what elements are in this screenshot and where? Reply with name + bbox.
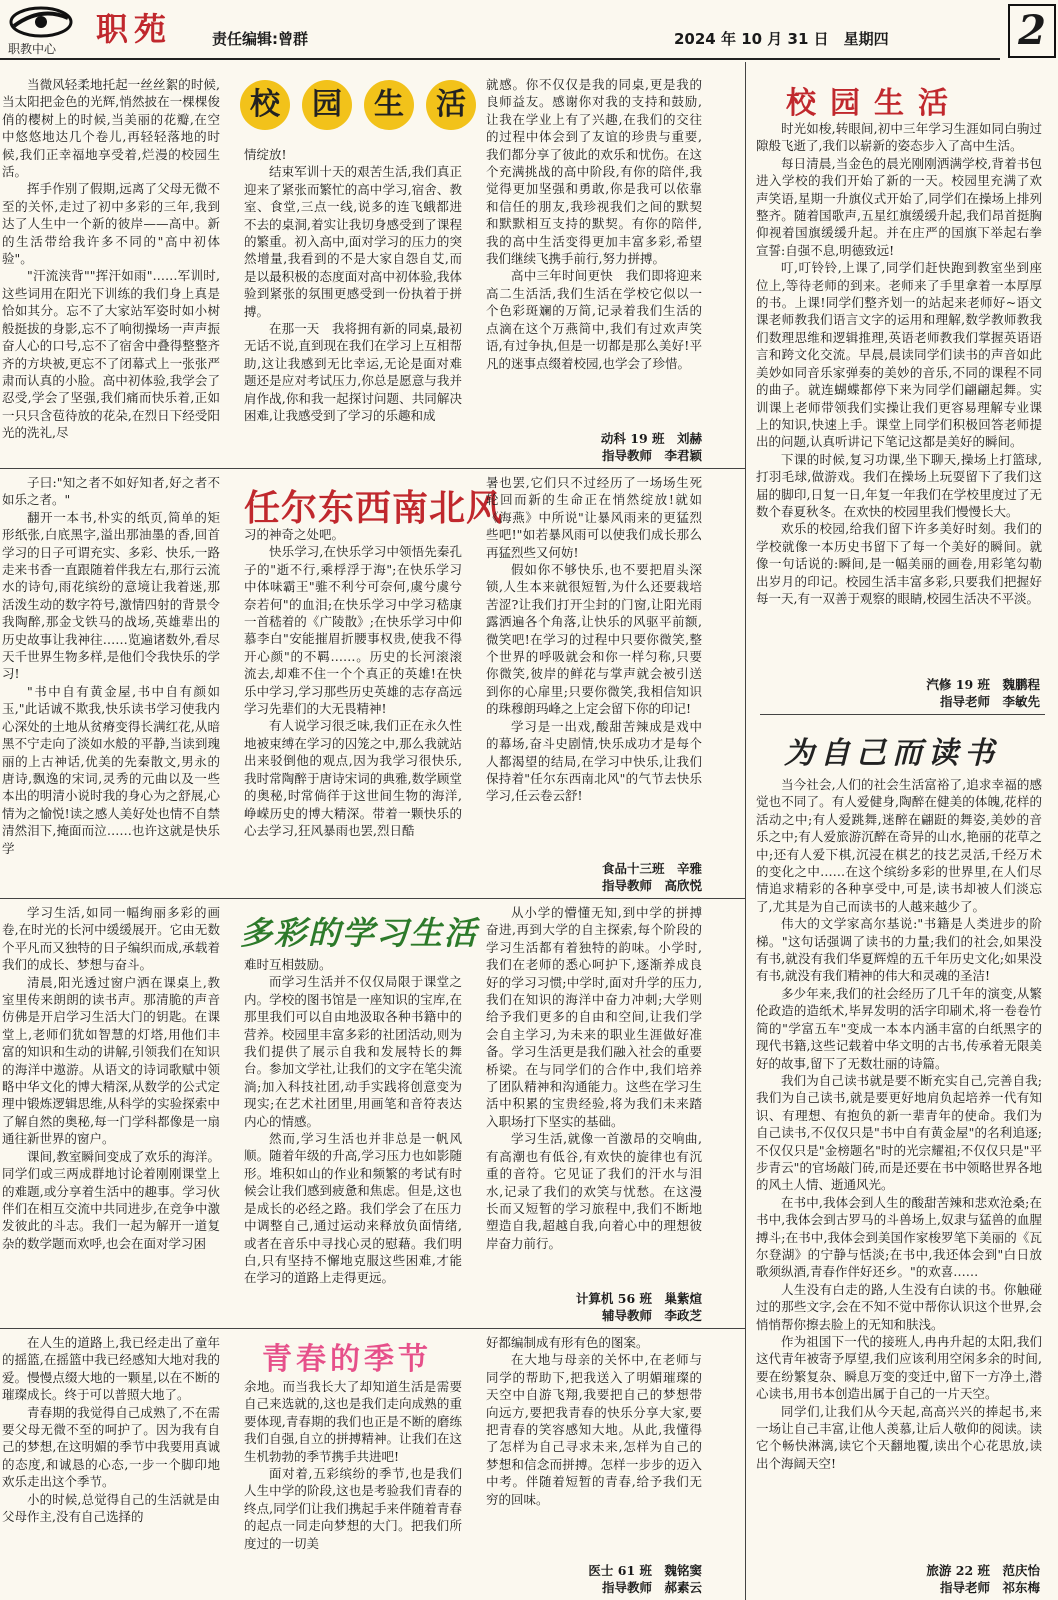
paragraph: 结束军训十天的艰苦生活,我们真正迎来了紧张而繁忙的高中学习,宿舍、教室、食堂,三点一线,说多的连飞蛾都进不去的桌洞,着实让我切身感受到了课程的繁重。初入高中,面对学习的压力的突然增量,我看到的不是大家自怨自艾,而是以最积极的态度面对高中初体验,我体验到紧张的氛围更感受到一份执着于拼搏。 (244, 164, 462, 319)
byline (540, 430, 702, 464)
paragraph: 挥手作别了假期,远离了父母无微不至的关怀,走过了初中多彩的三年,我到达了人生中一个新的彼岸——高中。新的生活带给我许多不同的"高中初体验"。 (2, 181, 220, 267)
colorful-study-title: 多彩的学习生活 (240, 914, 479, 952)
paragraph: 暑也罢,它们只不过经历了一场场生死轮回而新的生命正在悄然绽放!就如《海燕》中所说"让暴风雨来的更猛烈些吧!"如若暴风雨可以使我们成长那么再猛烈些又何妨! (486, 475, 702, 560)
article-column (486, 76, 702, 428)
youth-season-title: 青春的季节 (262, 1342, 432, 1377)
right-column-divider (745, 62, 746, 1600)
paragraph: 然而,学习生活也并非总是一帆风顺。随着年级的升高,学习压力也如影随形。堆积如山的作业和频繁的考试有时候会让我们感到疲惫和焦虑。但是,这也是成长的必经之路。我们学会了在压力中调整自己,通过运动来释放负面情绪,或者在音乐中寻找心灵的慰藉。我们明白,只有坚持不懈地克服这些困难,才能在学习的道路上走得更远。 (244, 1131, 462, 1286)
campus-right-title: 校园生活 (786, 86, 962, 121)
teacher: 辅导教师 李政芝 (601, 1308, 702, 1323)
page-number: 2 (1008, 4, 1056, 58)
paragraph: 课间,教室瞬间变成了欢乐的海洋。同学们或三两成群地讨论着刚刚课堂上的难题,或分享着生活中的趣事。学习伙伴们在相互交流中共同进步,在竞争中激发彼此的斗志。我们一起为解开一道复杂的数学题而欢呼,也会在面对学习困 (2, 1148, 220, 1251)
paragraph: 从小学的懵懂无知,到中学的拼搏奋进,再到大学的自主探索,每个阶段的学习生活都有着独特的韵味。小学时,我们在老师的悉心呵护下,逐渐养成良好的学习习惯;中学时,面对升学的压力,我们在知识的海洋中奋力冲刺;大学则给予我们更多的自由和空间,让我们学会自主学习,为未来的职业生涯做好准备。学习生活更是我们融入社会的重要桥梁。在与同学们的合作中,我们培养了团队精神和沟通能力。这些在学习生活中积累的宝贵经验,将为我们未来踏入职场打下坚实的基础。 (486, 905, 702, 1129)
paragraph: 高中三年时间更快 我们即将迎来高二生活活,我们生活在学校它似以一个色彩斑斓的万简,记录着我们生活的点滴在这个万燕简中,我们有过欢声笑语,有过争执,但是一切都是那么美好!平凡的迷事点缀着校园,也学会了珍惜。 (486, 268, 702, 371)
section-divider-2 (0, 898, 745, 899)
paragraph: 清晨,阳光透过窗户洒在课桌上,教室里传来朗朗的读书声。那清脆的声音仿佛是开启学习生活大门的钥匙。在课堂上,老师们犹如智慧的灯塔,用他们丰富的知识和生动的讲解,引领我们在知识的海洋中遨游。从语文的诗词歌赋中领略中华文化的博大精深,从数学的公式定理中锻炼逻辑思维,从科学的实验探索中了解自然的奥秘,每一门学科都像是一扇通往新世界的窗户。 (2, 974, 220, 1147)
paragraph: "书中自有黄金屋,书中自有颜如玉,"此话诚不欺我,快乐读书学习使我内心深处的土地从贫瘠变得长满红花,从暗黑不宁走向了淡如水般的平静,当读到瑰丽的上古神话,优美的先秦散文,男永的唐诗,飘逸的宋词,灵秀的元曲以及一些本出的明清小说时我的身心为之舒展,心情为之愉悦!读之感人美好处也情不自禁清然泪下,掩面而泣……也许这就是快乐学 (2, 683, 220, 856)
byline (520, 1562, 702, 1596)
paragraph: "汗流浃背""挥汗如雨"……军训时,这些词用在阳光下训练的我们身上真是恰如其分。忘不了大家站军姿时如小树般挺拔的身影,忘不了响彻操场一声声振奋人心的口号,忘不了宿舍中叠得整整齐齐的方块被,更忘不了闭幕式上一张张严肃而认真的小脸。高中初体验,我学会了忍受,学会了坚强,我们痛而快乐着,正如一只只含苞待放的花朵,在烈日下经受阳光的洗礼,尽 (2, 268, 220, 441)
paragraph: 翻开一本书,朴实的纸页,简单的矩形纸张,白底黑字,溢出那油墨的香,回首学习的日子可谓充实、多彩、快乐,一路走来书香一直跟随着伴我左右,那行云流水的诗句,雨花缤纷的意境让我着迷,那活泼生动的数字符号,激情四射的背景令我陶醉,那金戈铁马的战场,英雄辈出的历史故事让我神往……览遍诸数外,看尽天千世界生物多样,是他们令我快乐的学习! (2, 509, 220, 682)
paragraph: 假如你不够快乐,也不要把眉头深锁,人生本来就很短暂,为什么还要栽培苦涩?让我们打开尘封的门窗,让阳光雨露洒遍各个角落,让快乐的风驱平前额,微笑吧!在学习的过程中只要你微笑,整个世界的呼吸就会和你一样匀称,只要你微笑,彼岸的鲜花与掌声就会被引送到你的心扉里;只要你微笑,我相信知识的珠穆朗玛峰之上定会留下你的印记! (486, 562, 702, 717)
paragraph: 时光如梭,转眼间,初中三年学习生涯如同白驹过隙般飞逝了,我们以崭新的姿态步入了高中生活。 (756, 121, 1042, 154)
paragraph: 多少年来,我们的社会经历了几千年的演变,从繁伦政造的造纸术,毕昇发明的活字印刷术,将一卷卷竹简的"学富五车"变成一本本内涵丰富的白纸黑字的现代书籍,这些记载着中华文明的古书,传承着无限美好的故事,留下了无数壮丽的诗篇。 (756, 985, 1042, 1071)
paragraph: 好都编制成有形有色的图案。 (486, 1335, 649, 1350)
byline (520, 1290, 702, 1324)
editor-credit: 责任编辑:曾群 (212, 30, 308, 48)
title-char: 生 (364, 80, 414, 130)
section-divider-3 (0, 1328, 745, 1329)
byline (540, 860, 702, 894)
article-column (756, 120, 1042, 676)
logo-text: 职教中心 (8, 42, 57, 56)
issue-date: 2024 年 10 月 31 日 星期四 (674, 30, 889, 48)
read-for-self-title: 为自己而读书 (784, 736, 1000, 771)
author: 动科 19 班 刘赫 (600, 431, 702, 446)
teacher: 指导教师 李君颖 (601, 448, 702, 463)
paragraph: 每日清晨,当金色的晨光刚刚洒满学校,背着书包进入学校的我们开始了新的一天。校园里充满了欢声笑语,星期一升旗仪式开始了,同学们在操场上排列整齐。随着国歌声,五星红旗缓缓升起,我们昂首挺胸仰视着国旗缓缓升起。并在庄严的国旗下举起右拳宣誓:自强不息,明德致远! (756, 155, 1042, 258)
masthead-rule (0, 58, 1000, 60)
paragraph: 当今社会,人们的社会生活富裕了,追求幸福的感觉也不同了。有人爱健身,陶醉在健美的体魄,花样的活动之中;有人爱跳舞,迷醉在翩跹的舞姿,美妙的音乐之中;有人爱旅游沉醉在奇异的山水,艳丽的花草之中;还有人爱下棋,沉浸在棋艺的技艺灵活,千经万术的变化之中……在这个缤纷多彩的世界里,在人们尽情追求精彩的各种享受中,可是,读书却被人们淡忘了,尤其是为自己而读书的人越来越少了。 (756, 777, 1042, 914)
author: 旅游 22 班 范庆怡 (926, 1563, 1040, 1578)
paragraph: 欢乐的校园,给我们留下许多美好时刻。我们的学校就像一本历史书留下了每一个美好的瞬间。就像一句话说的:瞬间,是一幅美丽的画卷,用彩笔勾勒出岁月的印记。校园生活丰富多彩,只要我们把握好每一天,有一双善于观察的眼睛,校园生活决不平淡。 (756, 521, 1042, 606)
article-column (2, 474, 220, 894)
article-column (2, 1334, 220, 1596)
paragraph: 面对着,五彩缤纷的季节,也是我们人生中学的阶段,这也是考验我们青春的终点,同学们让我们携起手来伴随着青春的起点一同走向梦想的大门。把我们所度过的一切美 (244, 1466, 462, 1551)
paragraph: 小的时候,总觉得自己的生活就是由父母作主,没有自己选择的 (2, 1491, 220, 1525)
title-char: 校 (240, 80, 290, 130)
paragraph: 难时互相鼓励。 (244, 957, 332, 972)
author: 食品十三班 辛雅 (601, 861, 702, 876)
paragraph: 子曰:"知之者不如好知者,好之者不如乐之者。" (2, 475, 220, 508)
article-column (2, 904, 220, 1324)
title-char: 园 (302, 80, 352, 130)
paragraph: 叮,叮铃铃,上课了,同学们赶快跑到教室坐到座位上,等待老师的到来。老师来了手里拿着一本厚厚的书。上课!同学们整齐划一的站起来老师好~语文课老师教我们语言文字的运用和理解,数学教师教我们数理思维和逻辑推理,英语老师教我们掌握英语语言和跨文化交流。早晨,晨读同学们读书的声音如此美妙如同音乐家弹奏的美妙的音乐,不同的课程不同的曲子。就连蝴蝶都停下来为同学们翩翩起舞。实训课上老师带领我们实操让我们更容易理解专业课上的知识,快速上手。课堂上同学们积极回答老师提出的问题,认真听讲记下笔记这都是美好的瞬间。 (756, 260, 1042, 450)
section-divider-1 (0, 468, 745, 469)
author: 汽修 19 班 魏鹏程 (926, 677, 1040, 692)
section-divider-right (760, 714, 1045, 715)
byline (860, 1562, 1040, 1596)
article-column (756, 776, 1042, 1560)
author: 计算机 56 班 巢紫煊 (575, 1291, 702, 1306)
article-column (244, 956, 462, 1324)
article-column (486, 904, 702, 1290)
paragraph: 当微风轻柔地托起一丝丝絮的时候,当太阳把金色的光辉,悄然披在一棵棵俊俏的樱树上的时候,当美丽的花瓣,在空中悠悠地达几个卷儿,再轻轻落地的时候,我们正幸福地享受着,烂漫的校园生活。 (2, 77, 220, 180)
paragraph: 同学们,让我们从今天起,高高兴兴的捧起书,来一场让自己丰富,让他人羡慕,让后人敬仰的阅读。读它个畅快淋漓,读它个天翻地覆,读出个心花思放,读出个海阔天空! (756, 1403, 1042, 1471)
campus-title (240, 80, 476, 130)
paragraph: 余地。而当我长大了却知道生活是需要自己来选就的,这也是我们走向成熟的重要体现,青春期的我们也正是不断的磨练我们自强,自立的拼搏精神。让我们在这生机勃勃的季节携手共进吧! (244, 1379, 462, 1464)
school-logo-icon (6, 4, 76, 40)
paragraph: 下课的时候,复习功课,坐下聊天,操场上打篮球,打羽毛球,做游戏。我们在操场上玩耍留下了我们这届的脚印,日复一日,年复一年我们在学校里度过了无数个春夏秋冬。在欢快的校园里我们慢慢长大。 (756, 451, 1042, 519)
title-char: 活 (426, 80, 476, 130)
paragraph: 青春期的我觉得自己成熟了,不在需要父母无微不至的呵护了。因为我有自己的梦想,在这明媚的季节中我要用真诚的态度,和诚恳的心态,一步一个脚印地欢乐走出这个季节。 (2, 1404, 220, 1490)
renerdong-title: 任尔东西南北风 (244, 487, 504, 529)
article-column (2, 76, 220, 464)
paragraph: 有人说学习很乏味,我们正在永久性地被束缚在学习的囚笼之中,那么我就站出来驳倒他的观点,因为我学习很快乐,我时常陶醉于唐诗宋词的典雅,数学顾堂的奥秘,时常倘徉于这世间生物的海洋,峥嵘历史的博大精深。带着一颗快乐的心去学习,狂风暴雨也罢,烈日酷 (244, 718, 462, 838)
author: 医士 61 班 魏铭窦 (588, 1563, 702, 1578)
paragraph: 在书中,我体会到人生的酸甜苦辣和悲欢沧桑;在书中,我体会到古罗马的斗兽场上,奴隶与猛兽的血腥搏斗;在书中,我体会到美国作家梭罗笔下美丽的《瓦尔登湖》的宁静与恬淡;在书中,我还体会到"白日放歌须纵酒,青春作伴好还乡。"的欢喜…… (756, 1194, 1042, 1280)
article-column (244, 146, 462, 464)
paragraph: 在人生的道路上,我已经走出了童年的摇篮,在摇篮中我已经感知大地对我的爱。慢慢点缀大地的一颗星,以在不断的璀璨成长。终于可以普照大地了。 (2, 1335, 220, 1403)
paragraph: 习的神奇之处吧。 (244, 527, 345, 542)
paragraph: 学习生活,如同一幅绚丽多彩的画卷,在时光的长河中缓缓展开。它由无数个平凡而又独特的日子编织而成,承载着我们的成长、梦想与奋斗。 (2, 905, 220, 973)
article-column (486, 474, 702, 854)
paragraph: 而学习生活并不仅仅局限于课堂之内。学校的图书馆是一座知识的宝库,在那里我们可以自由地汲取各种书籍中的营养。校园里丰富多彩的社团活动,则为我们提供了展示自我和发展特长的舞台。参加文学社,让我们的文字在笔尖流淌;加入科技社团,动手实践将创意变为现实;在艺术社团里,用画笔和音符表达内心的情感。 (244, 974, 462, 1129)
paragraph: 在大地与母亲的关怀中,在老师与同学的帮助下,把我送入了明媚璀璨的天空中自游飞翔,我要把自己的梦想带向远方,要把我青春的快乐分享大家,要把青春的笑容感知大地。从此,我懂得了怎样为自己寻求未来,怎样为自己的梦想和信念而拼搏。怎样一步步的迈入中考。伴随着短暂的青春,给予我们无穷的回味。 (486, 1352, 702, 1507)
article-column (244, 1378, 462, 1596)
teacher: 指导老师 李敏先 (939, 694, 1040, 709)
article-column (486, 1334, 702, 1560)
paragraph: 快乐学习,在快乐学习中领悟先秦孔子的"逝不行,乘桴浮于海";在快乐学习中体味霸王"骓不利兮可奈何,虞兮虞兮奈若何"的血泪;在快乐学习中学习嵇康一首嵇着的《广陵散》;在快乐学习中仰慕李白"安能摧眉折腰事权贵,使我不得开心颜"的不羁……。历史的长河滚滚流去,却难不住一个个真正的英雄!在快乐中学习,学习那些历史英雄的志存高远学习先辈们的大无畏精神! (244, 544, 462, 717)
paragraph: 学习是一出戏,酸甜苦辣成是戏中的幕场,奋斗史剧情,快乐成功才是每个人都渴望的结局,在学习中快乐,让我们保持着"任尔东西南北风"的气节去快乐学习,任云卷云舒! (486, 718, 702, 804)
masthead (0, 0, 1058, 58)
byline (860, 676, 1040, 710)
paragraph: 就感。你不仅仅是我的同桌,更是我的良师益友。感谢你对我的支持和鼓励,让我在学业上有了兴趣,在我们的交往的过程中体会到了友谊的珍贵与重要,我们都分享了彼此的欢乐和忧伤。在这个充满挑战的高中阶段,有你的陪伴,我觉得更加坚强和勇敢,你是我可以依靠和信任的朋友,我珍视我们之间的默契和默默相互支持的默契。有你的陪伴,我的高中生活变得更加丰富多彩,希望我们继续飞携手前行,努力拼搏。 (486, 77, 702, 267)
paragraph: 在那一天 我将拥有新的同桌,最初无话不说,直到现在我们在学习上互相帮助,这让我感到无比幸运,无论是面对难题还是应对考试压力,你总是愿意与我并肩作战,你和我一起探讨问题、共同解决困难,让我感受到了学习的乐趣和成 (244, 321, 462, 424)
teacher: 指导老师 祁东梅 (939, 1580, 1040, 1595)
article-column (244, 526, 462, 894)
paragraph: 情绽放! (244, 147, 287, 162)
paragraph: 伟大的文学家高尔基说:"书籍是人类进步的阶梯。"这句话强调了读书的力量;我们的社会,如果没有书,就没有我们华夏辉煌的五千年历史文化;如果没有书,就没有我们精神的伟大和灵魂的圣洁! (756, 916, 1042, 984)
paragraph: 我们为自己读书就是要不断充实自己,完善自我;我们为自己读书,就是要更好地肩负起培养一代有知识、有理想、有抱负的新一辈青年的使命。我们为自己读书,不仅仅只是"书中自有黄金屋"的名利追逐;不仅仅只是"金榜题名"时的光宗耀祖;不仅仅只是"平步青云"的官场敲门砖,而是还要在书中领略世界各地的风土人情、逝通风光。 (756, 1072, 1042, 1193)
paragraph: 人生没有白走的路,人生没有白读的书。你触碰过的那些文字,会在不知不觉中帮你认识这个世界,会悄悄帮你擦去脸上的无知和肤浅。 (756, 1281, 1042, 1332)
teacher: 指导教师 郝素云 (601, 1580, 702, 1595)
paragraph: 作为祖国下一代的接班人,冉冉升起的太阳,我们这代青年被寄予厚望,我们应该利用空闲多余的时间,要在纷繁复杂、瞬息万变的变迁中,留下一方净土,潜心读书,用书本创造出属于自己的一片天空。 (756, 1334, 1042, 1402)
teacher: 指导教师 高欣悦 (601, 878, 702, 893)
paragraph: 学习生活,就像一首激昂的交响曲,有高潮也有低谷,有欢快的旋律也有沉重的音符。它见证了我们的汗水与泪水,记录了我们的欢笑与忧愁。在这漫长而又短暂的学习旅程中,我们不断地塑造自我,超越自我,向着心中的理想彼岸奋力前行。 (486, 1131, 702, 1251)
section-name: 职苑 (96, 10, 173, 48)
